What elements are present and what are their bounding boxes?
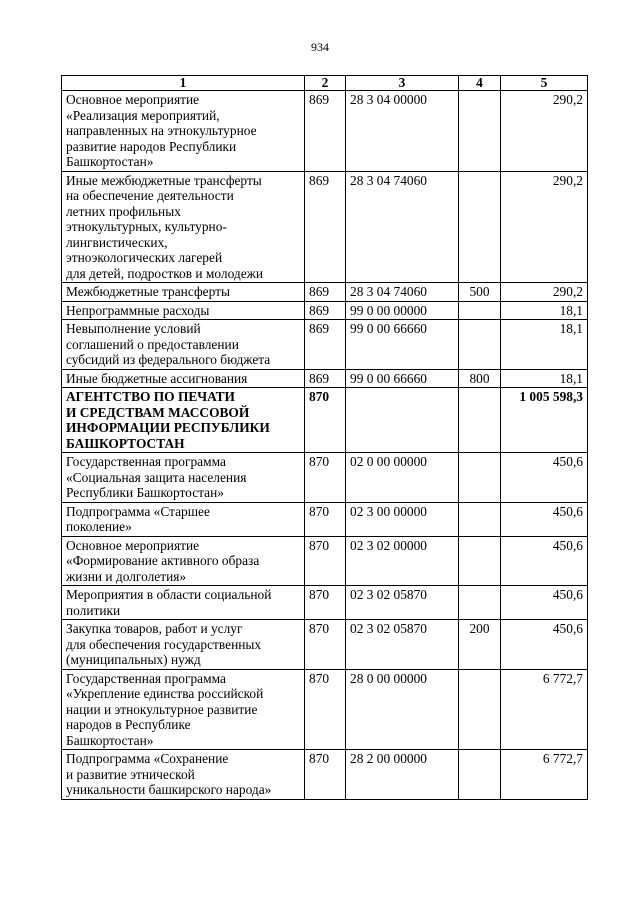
- row-gov-code: 870: [305, 502, 346, 536]
- header-col-3: 3: [346, 76, 459, 91]
- table-body: [62, 91, 588, 800]
- row-expense-type: [459, 301, 501, 320]
- row-expense-type: [459, 320, 501, 370]
- row-target-code: 28 3 04 00000: [346, 91, 459, 172]
- row-name: Закупка товаров, работ и услуг для обеспечения государственных (муниципальных) нужд: [62, 620, 305, 670]
- row-name: Межбюджетные трансферты: [62, 283, 305, 302]
- table-row: [62, 669, 588, 750]
- row-amount: 18,1: [501, 369, 588, 388]
- row-amount: 18,1: [501, 320, 588, 370]
- row-amount: 450,6: [501, 502, 588, 536]
- row-target-code: 99 0 00 66660: [346, 320, 459, 370]
- table-header-row: [62, 76, 588, 91]
- row-target-code: 28 0 00 00000: [346, 669, 459, 750]
- row-gov-code: 869: [305, 91, 346, 172]
- row-target-code: 02 3 00 00000: [346, 502, 459, 536]
- row-name: Основное мероприятие «Формирование активного образа жизни и долголетия»: [62, 536, 305, 586]
- row-gov-code: 870: [305, 388, 346, 453]
- row-gov-code: 869: [305, 320, 346, 370]
- row-expense-type: [459, 536, 501, 586]
- row-expense-type: [459, 453, 501, 503]
- row-name: Подпрограмма «Сохранение и развитие этнической уникальности башкирского народа»: [62, 750, 305, 800]
- row-expense-type: [459, 586, 501, 620]
- row-amount: 6 772,7: [501, 669, 588, 750]
- row-amount: 450,6: [501, 586, 588, 620]
- table-row: [62, 320, 588, 370]
- row-gov-code: 870: [305, 586, 346, 620]
- row-name: Мероприятия в области социальной политики: [62, 586, 305, 620]
- row-target-code: 02 3 02 00000: [346, 536, 459, 586]
- header-col-2: 2: [305, 76, 346, 91]
- row-amount: 290,2: [501, 171, 588, 283]
- row-gov-code: 870: [305, 536, 346, 586]
- table-row: [62, 171, 588, 283]
- row-expense-type: 200: [459, 620, 501, 670]
- table-row: [62, 91, 588, 172]
- row-name: Государственная программа «Укрепление единства российской нации и этнокультурное развитие народов в Республике Башкортостан»: [62, 669, 305, 750]
- row-name: Непрограммные расходы: [62, 301, 305, 320]
- row-target-code: 99 0 00 00000: [346, 301, 459, 320]
- row-name: Подпрограмма «Старшее поколение»: [62, 502, 305, 536]
- row-expense-type: 500: [459, 283, 501, 302]
- row-target-code: 02 3 02 05870: [346, 620, 459, 670]
- table-row: [62, 388, 588, 453]
- row-expense-type: [459, 171, 501, 283]
- table-row: [62, 283, 588, 302]
- row-expense-type: [459, 669, 501, 750]
- row-amount: 1 005 598,3: [501, 388, 588, 453]
- row-gov-code: 869: [305, 283, 346, 302]
- page-number: 934: [311, 40, 329, 54]
- row-gov-code: 870: [305, 669, 346, 750]
- table-row: [62, 536, 588, 586]
- row-target-code: 28 2 00 00000: [346, 750, 459, 800]
- header-col-4: 4: [459, 76, 501, 91]
- row-amount: 6 772,7: [501, 750, 588, 800]
- table-row: [62, 301, 588, 320]
- budget-table: [61, 75, 588, 800]
- row-amount: 290,2: [501, 91, 588, 172]
- row-target-code: 02 0 00 00000: [346, 453, 459, 503]
- row-expense-type: [459, 750, 501, 800]
- row-amount: 450,6: [501, 453, 588, 503]
- row-amount: 450,6: [501, 620, 588, 670]
- header-col-5: 5: [501, 76, 588, 91]
- table-row: [62, 453, 588, 503]
- row-gov-code: 869: [305, 369, 346, 388]
- row-target-code: 28 3 04 74060: [346, 171, 459, 283]
- row-target-code: 99 0 00 66660: [346, 369, 459, 388]
- row-target-code: [346, 388, 459, 453]
- table-row: [62, 502, 588, 536]
- header-col-1: 1: [62, 76, 305, 91]
- row-expense-type: [459, 91, 501, 172]
- row-gov-code: 870: [305, 453, 346, 503]
- row-name: Иные бюджетные ассигнования: [62, 369, 305, 388]
- table-row: [62, 750, 588, 800]
- row-amount: 18,1: [501, 301, 588, 320]
- table-row: [62, 369, 588, 388]
- row-expense-type: [459, 388, 501, 453]
- row-expense-type: [459, 502, 501, 536]
- row-name: Невыполнение условий соглашений о предоставлении субсидий из федерального бюджета: [62, 320, 305, 370]
- row-expense-type: 800: [459, 369, 501, 388]
- table-row: [62, 586, 588, 620]
- row-name: Государственная программа «Социальная защита населения Республики Башкортостан»: [62, 453, 305, 503]
- row-amount: 450,6: [501, 536, 588, 586]
- row-gov-code: 869: [305, 301, 346, 320]
- row-name: АГЕНТСТВО ПО ПЕЧАТИ И СРЕДСТВАМ МАССОВОЙ ИНФОРМАЦИИ РЕСПУБЛИКИ БАШКОРТОСТАН: [62, 388, 305, 453]
- row-target-code: 28 3 04 74060: [346, 283, 459, 302]
- row-target-code: 02 3 02 05870: [346, 586, 459, 620]
- row-gov-code: 870: [305, 750, 346, 800]
- row-name: Иные межбюджетные трансферты на обеспечение деятельности летних профильных этнокультурных, культурно- лингвистических, этноэкологических лагерей для детей, подростков и молодежи: [62, 171, 305, 283]
- row-gov-code: 869: [305, 171, 346, 283]
- row-gov-code: 870: [305, 620, 346, 670]
- row-amount: 290,2: [501, 283, 588, 302]
- row-name: Основное мероприятие «Реализация мероприятий, направленных на этнокультурное развитие народов Республики Башкортостан»: [62, 91, 305, 172]
- table-row: [62, 620, 588, 670]
